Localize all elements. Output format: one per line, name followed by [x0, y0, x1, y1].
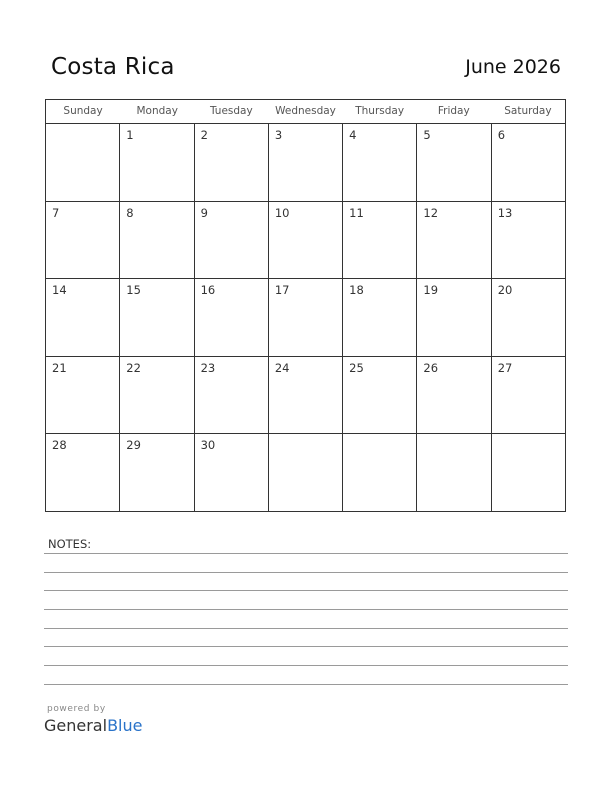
day-cell — [492, 124, 565, 201]
day-cell — [417, 202, 491, 279]
note-line — [44, 628, 568, 629]
note-line — [44, 609, 568, 610]
day-cell — [46, 357, 120, 434]
brand-general: General — [44, 716, 108, 735]
day-cell — [417, 279, 491, 356]
week-row — [46, 279, 565, 357]
day-number: 23 — [200, 360, 216, 375]
day-number: 9 — [200, 205, 208, 220]
day-number: 27 — [497, 360, 513, 375]
day-number: 11 — [349, 205, 364, 220]
week-row — [46, 124, 565, 202]
day-number: 2 — [200, 128, 208, 142]
day-number: 4 — [349, 128, 357, 142]
day-number: 8 — [126, 205, 134, 220]
note-line — [44, 684, 568, 685]
note-line — [44, 646, 568, 647]
day-cell — [120, 357, 194, 434]
day-number: 22 — [126, 360, 141, 375]
day-cell — [417, 124, 491, 201]
day-cell — [269, 357, 343, 434]
day-number: 17 — [274, 283, 290, 298]
day-number: 15 — [126, 283, 141, 298]
note-line — [44, 553, 568, 554]
day-cell — [269, 124, 343, 201]
day-cell — [343, 434, 417, 512]
day-cell — [195, 202, 269, 279]
day-number: 14 — [52, 283, 67, 298]
day-cell — [417, 357, 491, 434]
generalblue-logo — [44, 716, 142, 735]
day-number: 20 — [497, 283, 513, 298]
brand-blue: Blue — [107, 716, 143, 735]
weekday-wednesday: Wednesday — [275, 105, 336, 117]
weekday-tuesday: Tuesday — [209, 105, 253, 117]
day-cell — [492, 279, 565, 356]
day-cell — [343, 357, 417, 434]
country-title: Costa Rica — [51, 54, 175, 80]
day-cell — [120, 202, 194, 279]
day-cell — [195, 357, 269, 434]
weekday-friday: Friday — [437, 105, 470, 117]
day-number: 3 — [274, 128, 283, 142]
week-row — [46, 434, 565, 512]
day-cell — [492, 357, 565, 434]
day-cell — [46, 279, 120, 356]
day-number: 29 — [126, 438, 141, 453]
day-number: 26 — [423, 360, 439, 375]
day-cell — [492, 202, 565, 279]
day-cell — [46, 434, 120, 512]
day-number: 25 — [349, 360, 364, 375]
weekday-thursday: Thursday — [355, 105, 405, 117]
day-number: 28 — [52, 438, 67, 453]
week-row — [46, 357, 565, 435]
day-cell — [120, 434, 194, 512]
day-number: 5 — [423, 128, 431, 142]
week-row — [46, 202, 565, 280]
day-number: 12 — [423, 205, 439, 220]
day-cell — [343, 279, 417, 356]
day-cell — [195, 279, 269, 356]
day-cell — [120, 124, 194, 201]
weekday-monday: Monday — [136, 105, 178, 117]
weekday-header-row — [46, 100, 565, 124]
powered-by-text: powered by — [47, 704, 106, 714]
day-cell — [343, 124, 417, 201]
day-cell — [195, 434, 269, 512]
day-number: 10 — [274, 205, 290, 220]
day-cell — [46, 202, 120, 279]
day-cell — [120, 279, 194, 356]
day-number: 30 — [200, 438, 216, 453]
notes-label: NOTES: — [48, 537, 92, 551]
day-number: 6 — [497, 128, 506, 142]
day-cell — [417, 434, 491, 512]
note-line — [44, 590, 568, 591]
weekday-saturday: Saturday — [504, 105, 552, 117]
day-number: 1 — [126, 128, 134, 142]
day-number: 16 — [200, 283, 216, 298]
weekday-sunday: Sunday — [63, 105, 103, 117]
note-line — [44, 665, 568, 666]
day-cell — [269, 279, 343, 356]
day-number: 21 — [52, 360, 67, 375]
month-year-title: June 2026 — [465, 56, 561, 78]
day-cell — [343, 202, 417, 279]
day-number: 19 — [423, 283, 439, 298]
day-number: 7 — [52, 205, 60, 220]
day-cell — [269, 202, 343, 279]
day-cell — [269, 434, 343, 512]
day-cell — [492, 434, 565, 512]
day-cell — [46, 124, 120, 201]
day-number: 18 — [349, 283, 364, 298]
day-number: 24 — [274, 360, 290, 375]
day-number: 13 — [497, 205, 513, 220]
note-line — [44, 572, 568, 573]
day-cell — [195, 124, 269, 201]
calendar-grid — [45, 99, 566, 512]
